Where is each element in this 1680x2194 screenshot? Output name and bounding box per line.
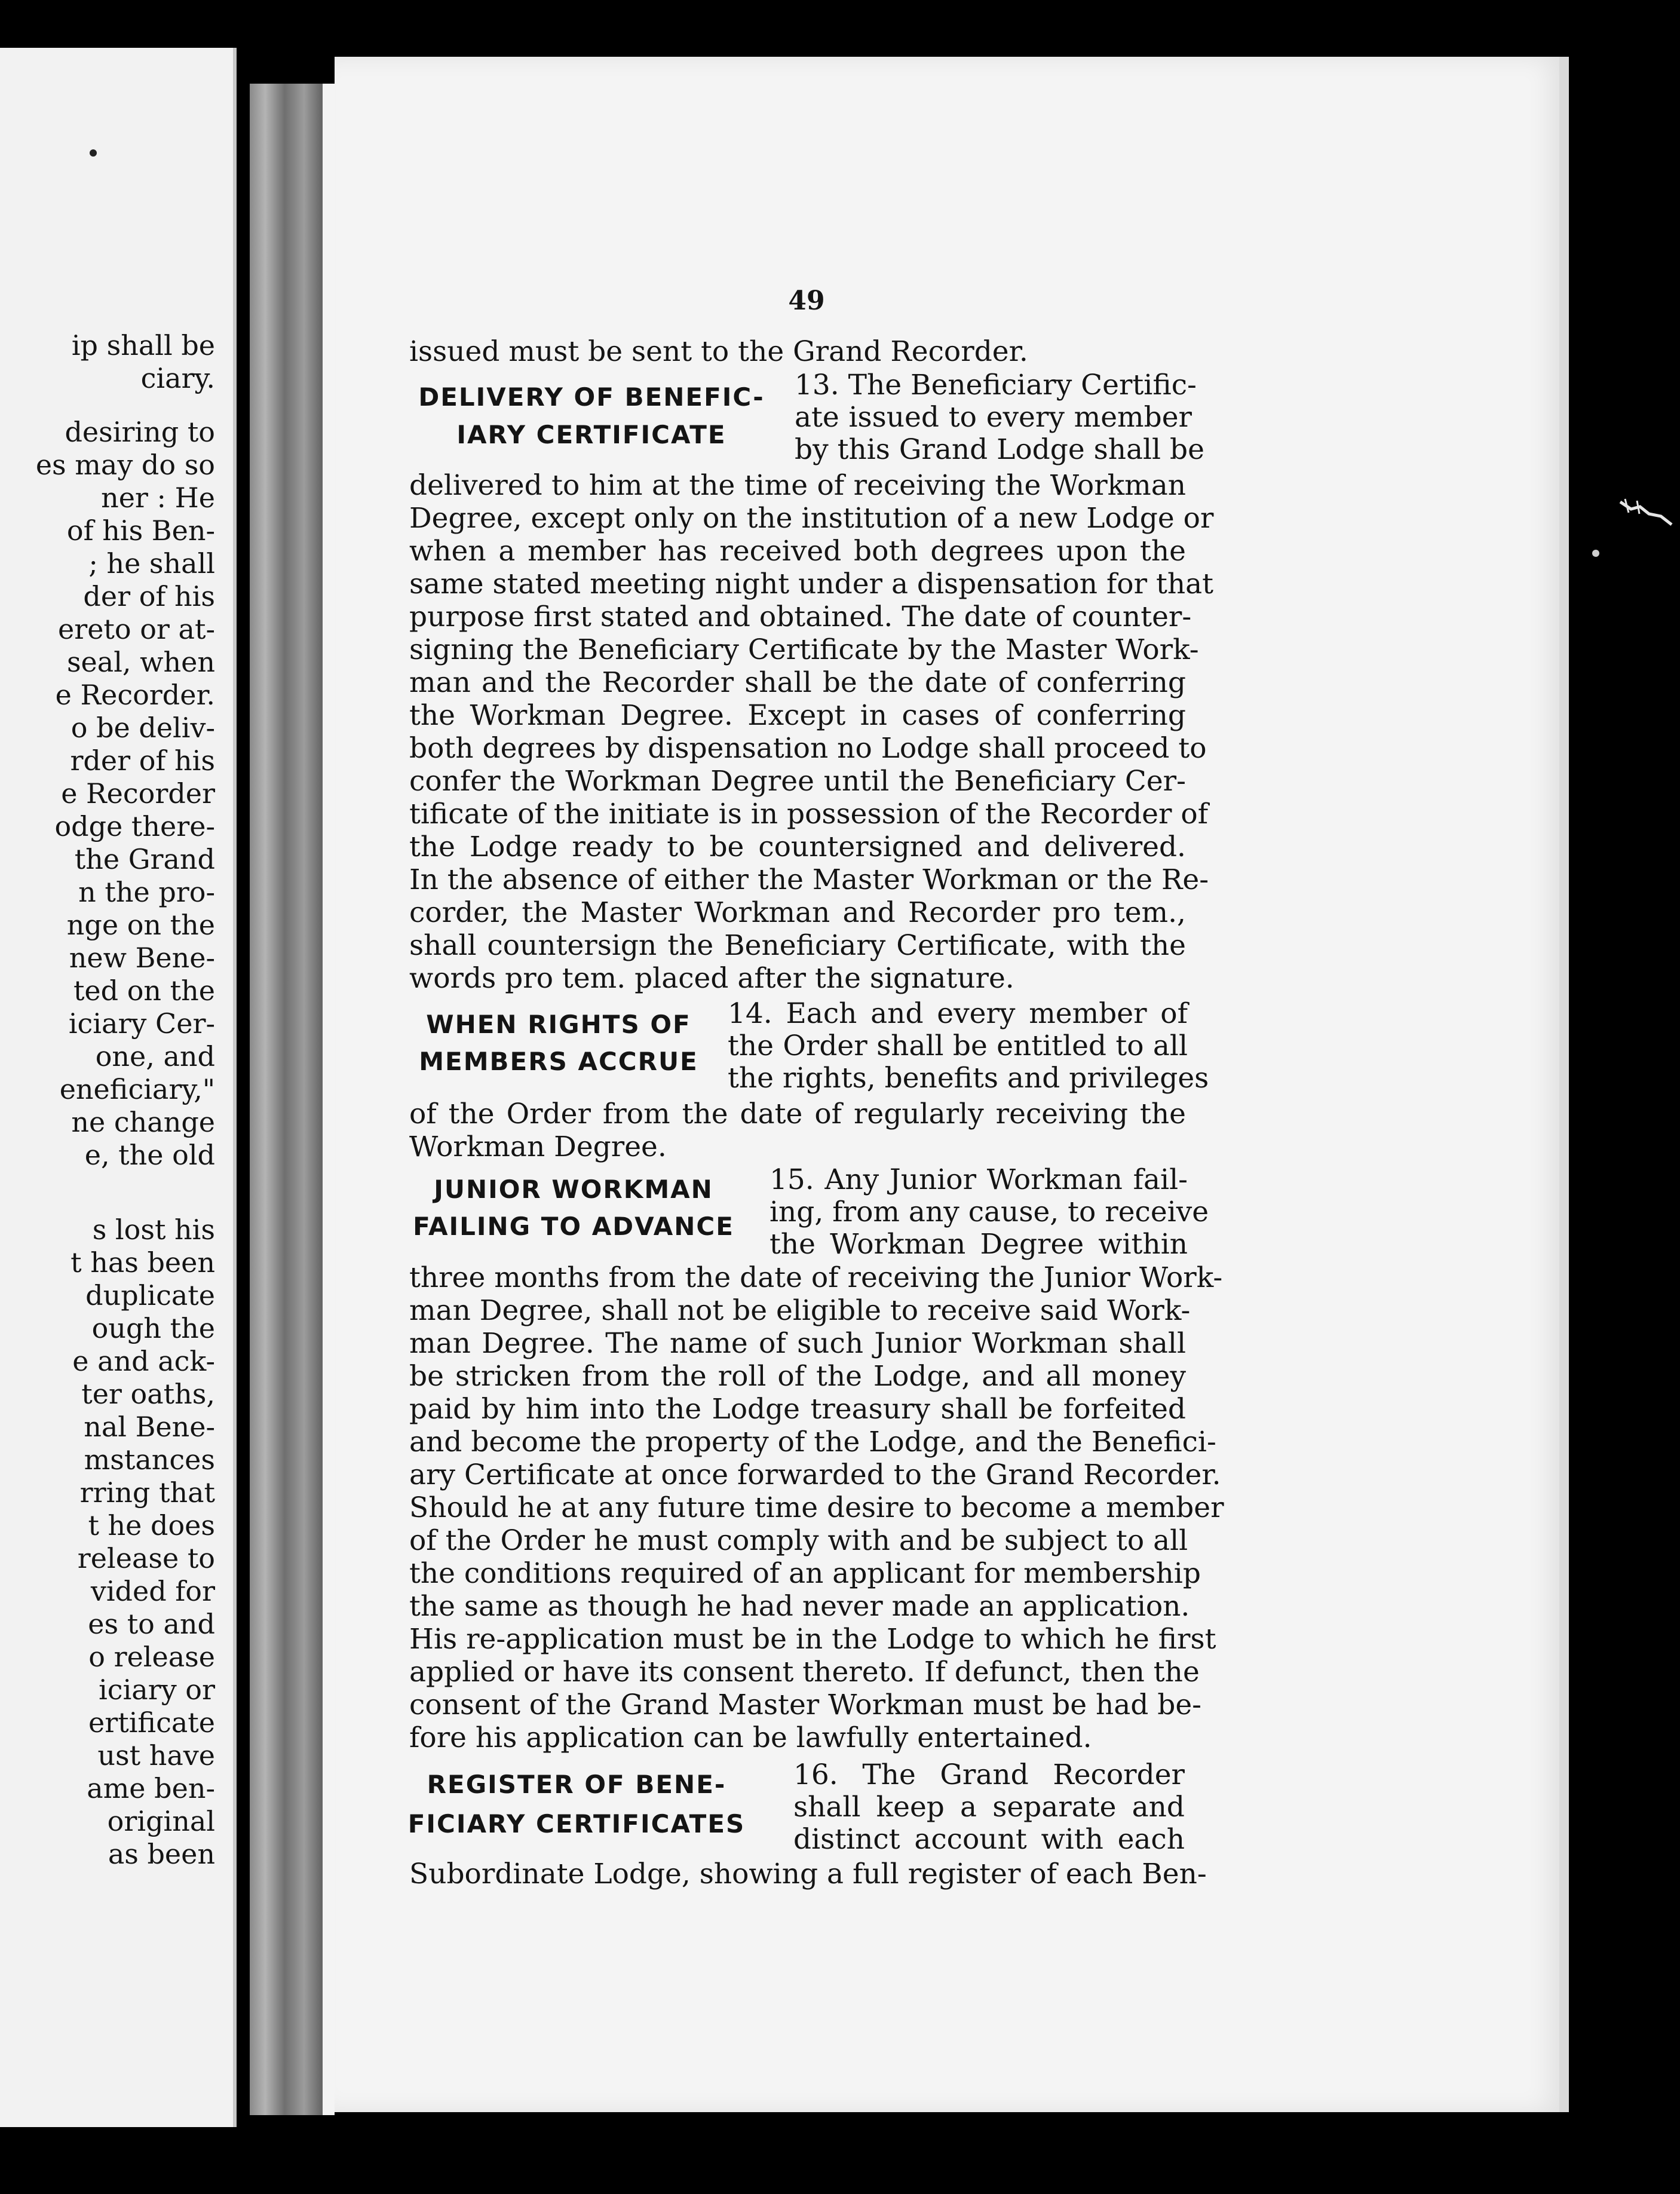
left-page-line: desiring to: [65, 416, 215, 448]
left-page-line: e Recorder.: [55, 679, 215, 711]
left-page-line: iciary Cer-: [68, 1007, 215, 1040]
left-page-line: the Grand: [74, 843, 215, 875]
section-heading-line: REGISTER OF BENE-: [427, 1770, 726, 1799]
body-line: and become the property of the Lodge, and the Benefici-: [409, 1426, 1216, 1458]
left-page-line: ; he shall: [88, 547, 215, 580]
left-page-line: e and ack-: [72, 1345, 215, 1377]
left-page-line: ip shall be: [71, 329, 215, 361]
body-line: man and the Recorder shall be the date of conferring: [409, 666, 1186, 699]
body-line: confer the Workman Degree until the Beneficiary Cer-: [409, 765, 1186, 798]
body-line: same stated meeting night under a dispensation for that: [409, 568, 1214, 600]
left-page-line: ner : He: [101, 482, 215, 514]
body-line: In the absence of either the Master Workman or the Re-: [409, 863, 1209, 896]
body-line: be stricken from the roll of the Lodge, and all money: [409, 1360, 1186, 1393]
body-line: corder, the Master Workman and Recorder pro tem.,: [409, 896, 1186, 929]
body-line: Should he at any future time desire to become a member: [409, 1491, 1224, 1524]
body-line: shall countersign the Beneficiary Certificate, with the: [409, 929, 1186, 962]
body-line: both degrees by dispensation no Lodge shall proceed to: [409, 732, 1207, 765]
body-line: of the Order from the date of regularly receiving the: [409, 1098, 1186, 1130]
section-side-line: ing, from any cause, to receive: [770, 1196, 1209, 1228]
body-line: paid by him into the Lodge treasury shall be forfeited: [409, 1393, 1186, 1426]
left-page-line: nal Bene-: [84, 1411, 215, 1443]
body-line: the Workman Degree. Except in cases of conferring: [409, 699, 1186, 732]
body-line: words pro tem. placed after the signature.: [409, 962, 1014, 995]
left-page-line: n the pro-: [78, 876, 215, 908]
left-page-line: of his Ben-: [66, 514, 215, 547]
left-page-line: ertificate: [88, 1706, 215, 1739]
left-page-line: odge there-: [54, 810, 215, 842]
left-page-line: ne change: [71, 1106, 215, 1138]
left-page-line: rring that: [79, 1476, 215, 1509]
section-side-line: 15. Any Junior Workman fail-: [770, 1163, 1188, 1196]
left-page-line: mstances: [84, 1444, 215, 1476]
section-side-line: the Order shall be entitled to all: [728, 1029, 1188, 1062]
section-side-line: the Workman Degree within: [770, 1228, 1188, 1261]
left-page-line: one, and: [95, 1040, 215, 1073]
left-page-line: ciary.: [140, 362, 215, 394]
left-page-line: seal, when: [66, 646, 215, 678]
body-line: tificate of the initiate is in possession of the Recorder of: [409, 798, 1209, 831]
left-page-line: ted on the: [73, 975, 215, 1007]
section-side-line: ate issued to every member: [795, 401, 1192, 434]
left-page-line: es may do so: [35, 449, 215, 481]
left-page-line: nge on the: [66, 909, 215, 941]
left-page-line: ust have: [97, 1739, 215, 1772]
left-page-line: der of his: [83, 580, 215, 612]
left-page-line: e Recorder: [61, 777, 215, 810]
section-side-line: the rights, benefits and privileges: [728, 1062, 1209, 1095]
left-page-line: new Bene-: [69, 942, 215, 974]
left-page-line: t he does: [88, 1509, 215, 1542]
left-page-line: ereto or at-: [58, 613, 215, 645]
section-side-line: 14. Each and every member of: [728, 997, 1188, 1030]
body-line: Degree, except only on the institution of a new Lodge or: [409, 502, 1214, 535]
ink-dot: [90, 149, 97, 157]
section-heading-line: DELIVERY OF BENEFIC-: [418, 382, 765, 412]
left-page: [0, 48, 237, 2127]
section-heading-line: FAILING TO ADVANCE: [413, 1212, 734, 1241]
left-page-line: ough the: [91, 1312, 215, 1344]
ink-dot: [1592, 550, 1599, 557]
left-page-line: es to and: [88, 1608, 215, 1640]
left-page-line: ter oaths,: [81, 1378, 215, 1410]
left-page-line: o release: [88, 1641, 215, 1673]
body-line: Workman Degree.: [409, 1130, 667, 1163]
body-line: consent of the Grand Master Workman must be had be-: [409, 1689, 1202, 1721]
body-line: of the Order he must comply with and be subject to all: [409, 1524, 1188, 1557]
body-line: man Degree, shall not be eligible to receive said Work-: [409, 1294, 1191, 1327]
body-line: issued must be sent to the Grand Recorder.: [409, 335, 1028, 368]
left-page-line: t has been: [70, 1246, 215, 1279]
left-page-line: rder of his: [70, 744, 215, 777]
body-line: signing the Beneficiary Certificate by the Master Work-: [409, 633, 1199, 666]
page-gutter: [323, 84, 335, 2115]
page-edge: [1559, 57, 1569, 2112]
left-page-line: iciary or: [99, 1674, 215, 1706]
body-line: delivered to him at the time of receiving the Workman: [409, 469, 1186, 502]
page-number: 49: [788, 286, 825, 316]
body-line: ary Certificate at once forwarded to the Grand Recorder.: [409, 1458, 1221, 1491]
section-heading-line: IARY CERTIFICATE: [456, 420, 726, 449]
body-line: fore his application can be lawfully entertained.: [409, 1721, 1092, 1754]
section-side-line: 13. The Beneficiary Certific-: [795, 369, 1197, 402]
section-side-line: shall keep a separate and: [793, 1791, 1185, 1824]
left-page-line: original: [107, 1805, 215, 1837]
section-heading-line: FICIARY CERTIFICATES: [407, 1809, 746, 1838]
body-line: the same as though he had never made an application.: [409, 1590, 1190, 1623]
body-line: purpose first stated and obtained. The date of counter-: [409, 600, 1192, 633]
section-side-line: distinct account with each: [793, 1823, 1185, 1856]
left-page-line: release to: [77, 1542, 215, 1574]
section-heading-line: MEMBERS ACCRUE: [419, 1047, 698, 1076]
body-line: the Lodge ready to be countersigned and delivered.: [409, 831, 1186, 863]
left-page-line: o be deliv-: [70, 712, 215, 744]
left-page-line: duplicate: [85, 1279, 215, 1312]
left-page-line: e, the old: [84, 1139, 215, 1171]
left-page-line: s lost his: [92, 1214, 215, 1246]
section-side-line: 16. The Grand Recorder: [793, 1758, 1185, 1791]
body-line: the conditions required of an applicant for membership: [409, 1557, 1201, 1590]
section-heading-line: WHEN RIGHTS OF: [426, 1010, 691, 1039]
left-page-line: as been: [108, 1838, 215, 1870]
left-page-line: eneficiary,": [59, 1073, 215, 1105]
body-line: three months from the date of receiving the Junior Work-: [409, 1261, 1223, 1294]
book-spine: [250, 84, 327, 2115]
section-heading-line: JUNIOR WORKMAN: [434, 1175, 713, 1204]
body-line: applied or have its consent thereto. If defunct, then the: [409, 1656, 1200, 1689]
section-side-line: by this Grand Lodge shall be: [795, 433, 1204, 466]
body-line: Subordinate Lodge, showing a full register of each Ben-: [409, 1858, 1207, 1890]
body-line: man Degree. The name of such Junior Workman shall: [409, 1327, 1186, 1360]
ink-scratch-mark: [1619, 496, 1673, 526]
body-line: His re-application must be in the Lodge to which he first: [409, 1623, 1216, 1656]
body-line: when a member has received both degrees upon the: [409, 535, 1186, 568]
left-page-line: ame ben-: [87, 1772, 215, 1804]
left-page-line: vided for: [90, 1575, 215, 1607]
